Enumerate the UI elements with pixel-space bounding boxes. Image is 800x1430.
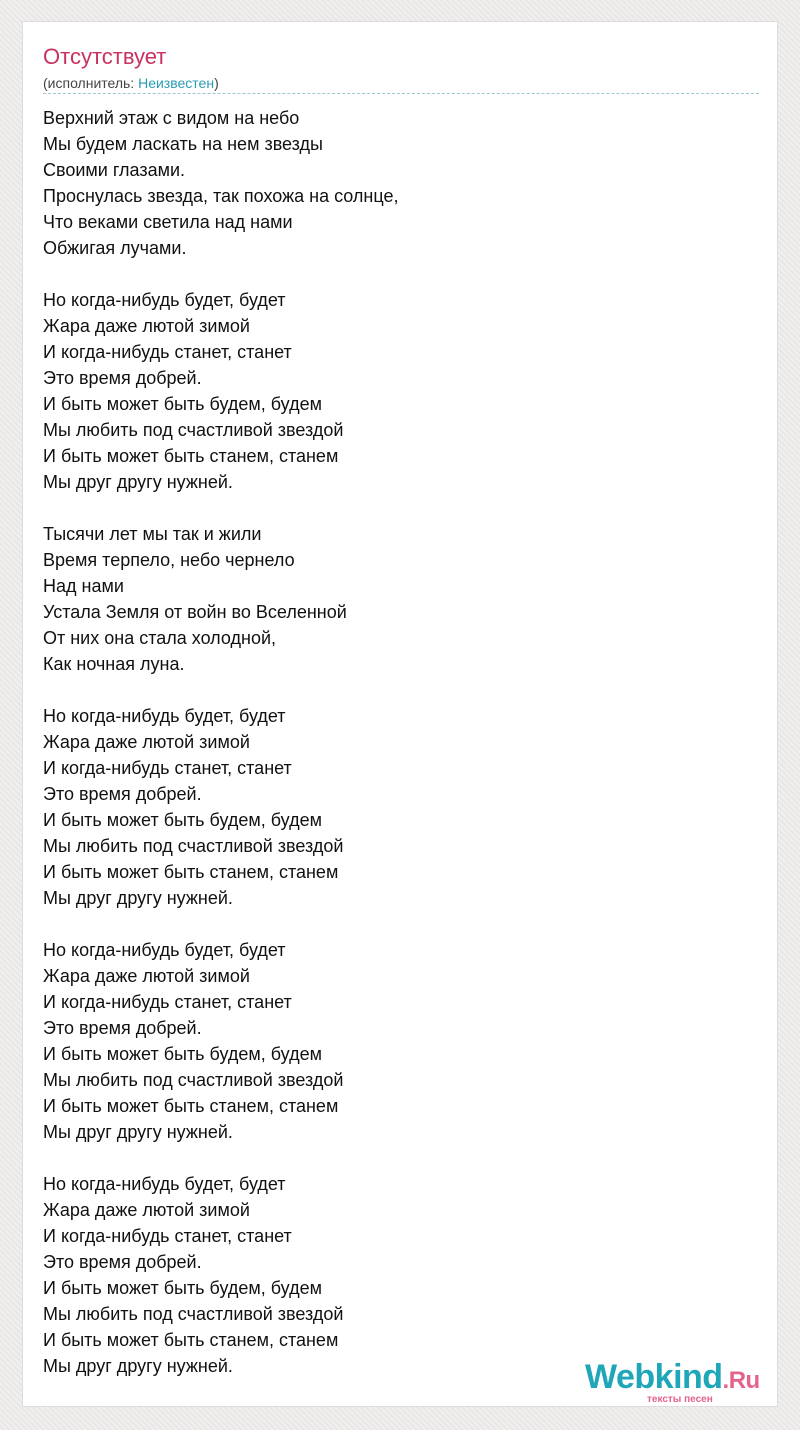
lyric-line: Но когда-нибудь будет, будет (43, 940, 286, 960)
lyric-line: Жара даже лютой зимой (43, 966, 250, 986)
lyric-line: Жара даже лютой зимой (43, 1200, 250, 1220)
lyric-line: Жара даже лютой зимой (43, 732, 250, 752)
lyric-line: Проснулась звезда, так похожа на солнце, (43, 186, 399, 206)
lyric-line: И быть может быть будем, будем (43, 810, 322, 830)
lyric-line: И быть может быть будем, будем (43, 1278, 322, 1298)
lyric-line: Мы друг другу нужней. (43, 472, 233, 492)
logo-tld-text: .Ru (722, 1367, 760, 1394)
lyric-line: И быть может быть станем, станем (43, 1096, 339, 1116)
lyric-line: Мы любить под счастливой звездой (43, 1070, 344, 1090)
lyric-line: Своими глазами. (43, 160, 186, 180)
lyric-line: И когда-нибудь станет, станет (43, 1226, 292, 1246)
lyric-line: И когда-нибудь станет, станет (43, 758, 292, 778)
lyric-line: И быть может быть будем, будем (43, 394, 322, 414)
logo-main-text: Webkind (585, 1358, 723, 1396)
lyric-line: Но когда-нибудь будет, будет (43, 290, 286, 310)
lyric-line: Верхний этаж с видом на небо (43, 108, 300, 128)
lyric-line: Это время добрей. (43, 1018, 202, 1038)
site-logo[interactable] (585, 1356, 785, 1406)
artist-prefix: (исполнитель: (43, 75, 139, 91)
lyric-line: Мы любить под счастливой звездой (43, 836, 344, 856)
lyric-line: Что веками светила над нами (43, 212, 293, 232)
artist-link[interactable]: Неизвестен (138, 75, 215, 91)
lyric-line: И быть может быть станем, станем (43, 862, 339, 882)
lyric-line: И быть может быть станем, станем (43, 1330, 339, 1350)
lyric-line: И быть может быть будем, будем (43, 1044, 322, 1064)
stanza (43, 937, 743, 1145)
stanza (43, 1171, 743, 1379)
lyrics-text (43, 105, 743, 1405)
lyric-line: Но когда-нибудь будет, будет (43, 706, 286, 726)
lyric-line: Это время добрей. (43, 368, 202, 388)
lyric-line: Это время добрей. (43, 784, 202, 804)
lyrics-card (22, 21, 778, 1407)
lyric-line: Это время добрей. (43, 1252, 202, 1272)
lyric-line: Как ночная луна. (43, 654, 185, 674)
lyric-line: Мы друг другу нужней. (43, 1356, 233, 1376)
stanza (43, 703, 743, 911)
lyric-line: И когда-нибудь станет, станет (43, 342, 292, 362)
song-title: Отсутствует (43, 44, 167, 69)
lyric-line: Мы любить под счастливой звездой (43, 1304, 344, 1324)
stanza (43, 287, 743, 495)
lyric-line: Время терпело, небо чернело (43, 550, 295, 570)
artist-line (43, 73, 219, 93)
lyric-line: Тысячи лет мы так и жили (43, 524, 262, 544)
lyric-line: Мы любить под счастливой звездой (43, 420, 344, 440)
lyric-line: Обжигая лучами. (43, 238, 187, 258)
stanza (43, 521, 743, 677)
stanza (43, 105, 743, 261)
lyric-line: Жара даже лютой зимой (43, 316, 250, 336)
lyric-line: И когда-нибудь станет, станет (43, 992, 292, 1012)
artist-suffix: ) (214, 75, 219, 91)
lyric-line: Мы будем ласкать на нем звезды (43, 134, 323, 154)
lyric-line: От них она стала холодной, (43, 628, 277, 648)
lyric-line: Мы друг другу нужней. (43, 1122, 233, 1142)
lyric-line: И быть может быть станем, станем (43, 446, 339, 466)
lyric-line: Но когда-нибудь будет, будет (43, 1174, 286, 1194)
lyric-line: Над нами (43, 576, 124, 596)
logo-tagline: тексты песен (647, 1394, 713, 1405)
lyric-line: Устала Земля от войн во Вселенной (43, 602, 347, 622)
lyric-line: Мы друг другу нужней. (43, 888, 233, 908)
title-divider (43, 93, 759, 94)
